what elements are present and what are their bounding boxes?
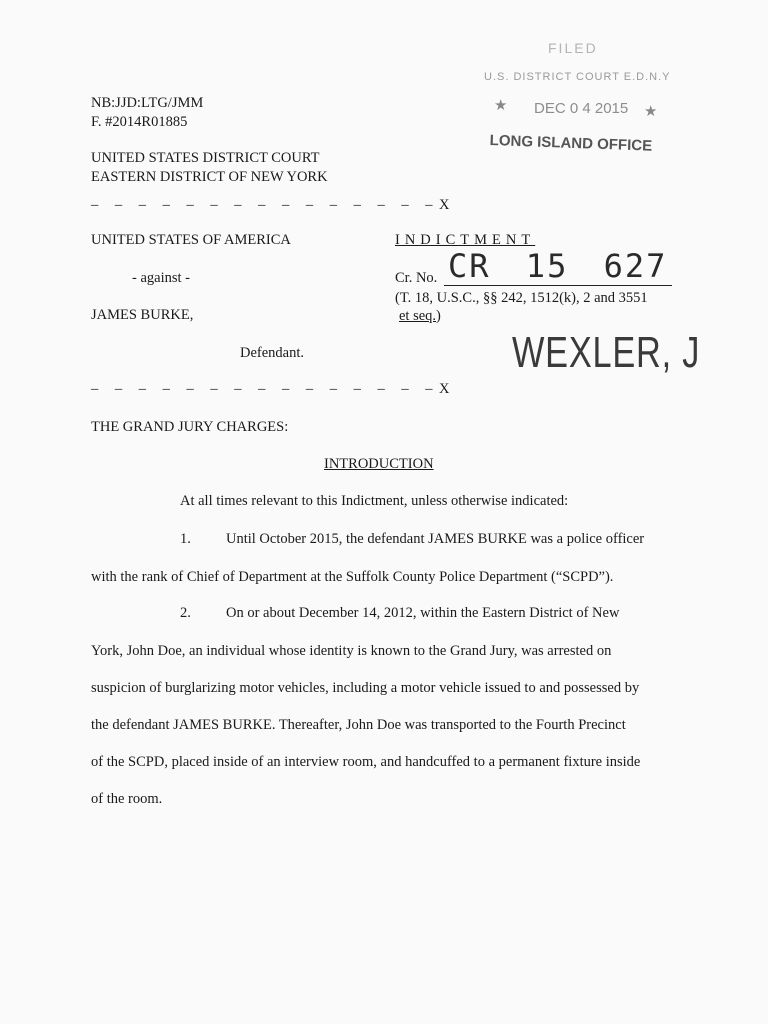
paragraph-2-line-6: of the room.	[91, 791, 163, 807]
plaintiff-name: UNITED STATES OF AMERICA	[91, 232, 291, 248]
filed-stamp-title: FILED	[548, 40, 598, 56]
stamp-star-right-icon: ★	[644, 104, 658, 120]
paragraph-1-line-1: Until October 2015, the defendant JAMES BURKE was a police officer	[226, 531, 645, 547]
paragraph-1-number: 1.	[180, 531, 191, 547]
file-number: F. #2014R01885	[91, 114, 188, 130]
paragraph-2-line-4: the defendant JAMES BURKE. Thereafter, John Doe was transported to the Fourth Precinct	[91, 717, 626, 733]
defendant-label: Defendant.	[240, 345, 305, 361]
paragraph-2-line-1: On or about December 14, 2012, within the Eastern District of New	[226, 605, 620, 621]
paragraph-1-line-2: with the rank of Chief of Department at the Suffolk County Police Department (“SCPD”).	[91, 569, 614, 585]
stamp-star-left-icon: ★	[494, 98, 508, 114]
section-heading: INTRODUCTION	[324, 456, 434, 472]
filed-stamp-date: DEC 0 4 2015	[534, 100, 629, 117]
document-type: INDICTMENT	[395, 232, 536, 248]
filed-stamp-court: U.S. DISTRICT COURT E.D.N.Y	[484, 71, 671, 83]
caption-divider-top: – – – – – – – – – – – – – – –X	[91, 197, 456, 213]
grand-jury-charges: THE GRAND JURY CHARGES:	[91, 419, 289, 435]
attorney-initials: NB:JJD:LTG/JMM	[91, 95, 204, 111]
cr-no-label: Cr. No.	[395, 270, 438, 286]
statute-line-2	[399, 308, 441, 325]
defendant-name: JAMES BURKE,	[91, 307, 194, 323]
case-number: CR 15 627	[448, 247, 668, 285]
et-seq: et seq.	[399, 308, 437, 324]
intro-line: At all times relevant to this Indictment, unless otherwise indicated:	[180, 493, 569, 509]
caption-divider-bottom: – – – – – – – – – – – – – – –X	[91, 381, 456, 397]
paragraph-2-line-5: of the SCPD, placed inside of an interview room, and handcuffed to a permanent fixture inside	[91, 754, 641, 770]
paragraph-2-number: 2.	[180, 605, 191, 621]
statute-line-1: (T. 18, U.S.C., §§ 242, 1512(k), 2 and 3551	[395, 290, 648, 306]
paragraph-2-line-3: suspicion of burglarizing motor vehicles, including a motor vehicle issued to and possessed by	[91, 680, 640, 696]
court-name: UNITED STATES DISTRICT COURT	[91, 150, 320, 166]
statute-close: )	[436, 308, 441, 324]
against-label: - against -	[132, 270, 190, 286]
judge-stamp: WEXLER, J	[512, 328, 701, 377]
cr-no-underline	[444, 285, 672, 286]
stamp-office: LONG ISLAND OFFICE	[489, 132, 653, 155]
district-name: EASTERN DISTRICT OF NEW YORK	[91, 169, 328, 185]
paragraph-2-line-2: York, John Doe, an individual whose identity is known to the Grand Jury, was arrested on	[91, 643, 612, 659]
